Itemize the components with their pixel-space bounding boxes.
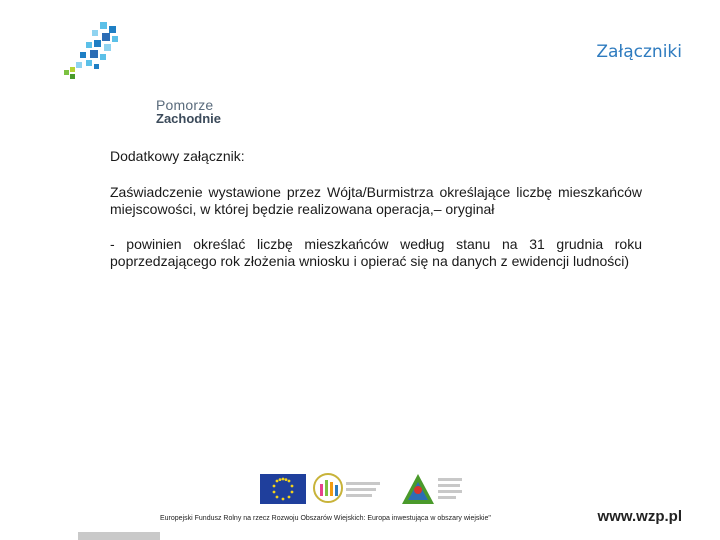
pixel-map-logo-icon xyxy=(60,20,180,80)
eu-flag-icon xyxy=(260,474,306,504)
logo-text-zachodnie: Zachodnie xyxy=(156,111,222,126)
paragraph-certificate: Zaświadczenie wystawione przez Wójta/Burmistrza określające liczbę mieszkańców miejscowości, w której będzie realizowana operacja,– oryginał xyxy=(110,183,642,217)
main-content xyxy=(110,148,642,288)
paragraph-residents-count: - powinien określać liczbę mieszkańców według stanu na 31 grudnia roku poprzedzającego rok złożenia wniosku i opierać się na danych z ewidencji ludności) xyxy=(110,235,642,269)
prow-logo-icon xyxy=(402,474,462,504)
funding-caption: Europejski Fundusz Rolny na rzecz Rozwoju Obszarów Wiejskich: Europa inwestująca w obszary wiejskie" xyxy=(160,515,491,522)
funding-logos xyxy=(258,470,468,510)
logo-text-pomorze: Pomorze xyxy=(156,97,214,113)
page-title: Załączniki xyxy=(596,42,682,62)
subheading: Dodatkowy załącznik: xyxy=(110,148,245,164)
website-url[interactable]: www.wzp.pl xyxy=(597,508,682,525)
bottom-bar xyxy=(78,532,160,540)
pomorze-zachodnie-logo xyxy=(60,20,222,126)
leader-logo-icon xyxy=(314,474,380,502)
